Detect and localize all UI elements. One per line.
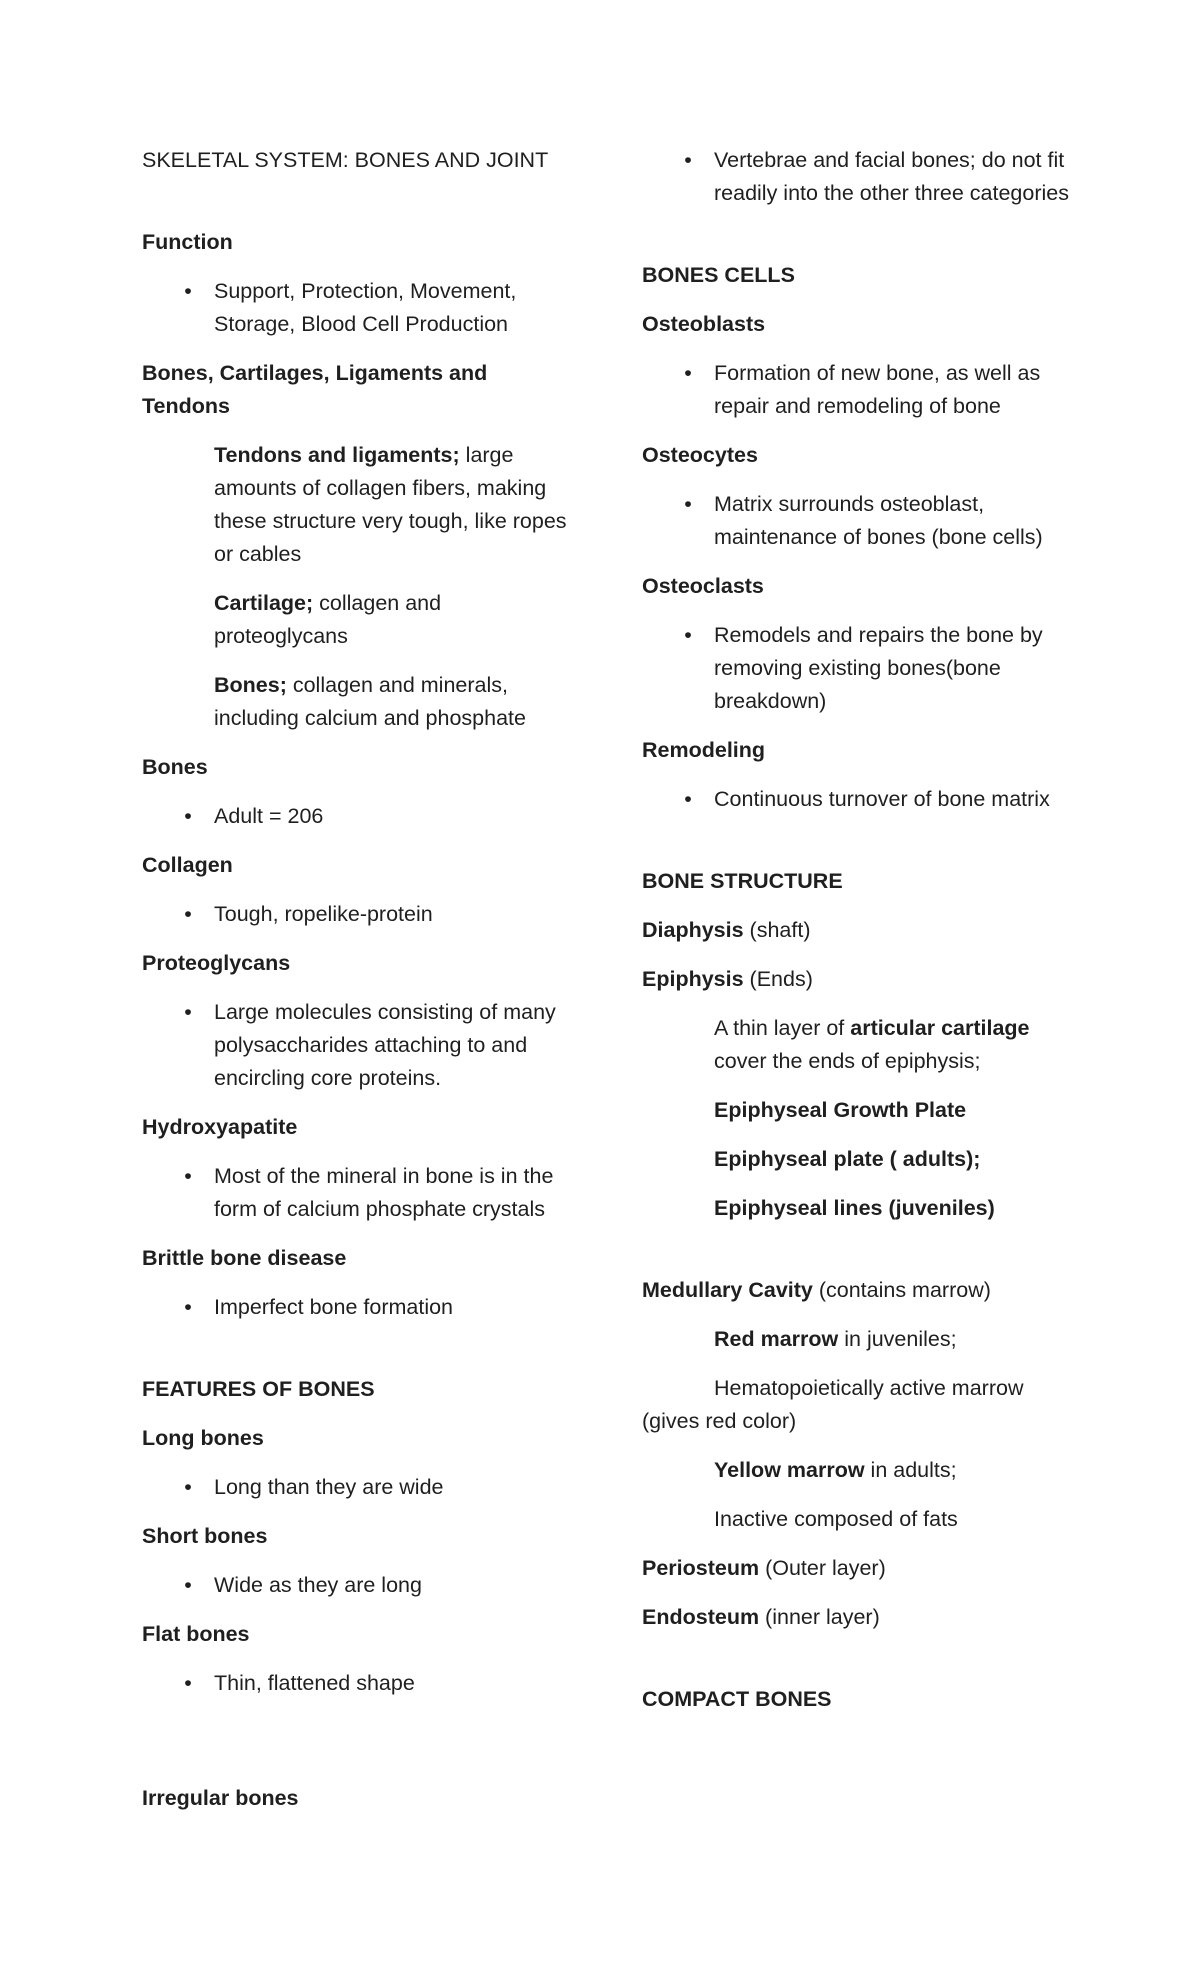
list-item-text: Long than they are wide: [214, 1475, 444, 1499]
tendons-label: Tendons and ligaments;: [214, 443, 460, 467]
list-item: [642, 488, 1072, 554]
diaphysis-text: (shaft): [743, 918, 811, 942]
endosteum-paragraph: [642, 1601, 1072, 1634]
lines-juveniles-line: Epiphyseal lines (juveniles): [714, 1196, 995, 1220]
features-heading: FEATURES OF BONES: [142, 1377, 375, 1401]
bone-structure-heading: BONE STRUCTURE: [642, 869, 843, 893]
bullet-icon: •: [684, 623, 692, 647]
list-item-text: Adult = 206: [214, 804, 324, 828]
bullet-icon: •: [684, 148, 692, 172]
brittle-heading: Brittle bone disease: [142, 1246, 347, 1270]
left-column: [142, 144, 572, 1831]
list-item-text: Large molecules consisting of many polysaccharides attaching to and encircling core proteins.: [214, 1000, 556, 1090]
cartilage-paragraph: [142, 587, 572, 653]
red-marrow-paragraph: [642, 1323, 1072, 1356]
inactive-paragraph: Inactive composed of fats: [714, 1507, 958, 1531]
list-item: [142, 1471, 572, 1504]
endosteum-label: Endosteum: [642, 1605, 760, 1629]
osteoblasts-heading: Osteoblasts: [642, 312, 766, 336]
short-bones-heading: Short bones: [142, 1524, 268, 1548]
cartilage-text: collagen and proteoglycans: [214, 591, 442, 648]
list-item-text: Tough, ropelike-protein: [214, 902, 433, 926]
periosteum-label: Periosteum: [642, 1556, 760, 1580]
bullet-icon: •: [684, 492, 692, 516]
list-item-text: Most of the mineral in bone is in the form of calcium phosphate crystals: [214, 1164, 554, 1221]
list-item: [142, 275, 572, 341]
diaphysis-paragraph: [642, 914, 1072, 947]
articular-label: articular cartilage: [850, 1016, 1030, 1040]
tendons-text: large amounts of collagen fibers, making these structure very tough, like ropes or cables: [214, 443, 567, 566]
list-item-text: Support, Protection, Movement, Storage, Blood Cell Production: [214, 279, 517, 336]
flat-bones-heading: Flat bones: [142, 1622, 250, 1646]
list-item: [142, 996, 572, 1095]
list-item: [642, 144, 1072, 210]
document-title: SKELETAL SYSTEM: BONES AND JOINT: [142, 148, 549, 172]
bones-paragraph: [142, 669, 572, 735]
list-item: [142, 898, 572, 931]
epiphysis-label: Epiphysis: [642, 967, 744, 991]
hematopoietic-paragraph: Hematopoietically active marrow (gives red color): [642, 1376, 1024, 1433]
proteoglycans-heading: Proteoglycans: [142, 951, 291, 975]
list-item-text: Thin, flattened shape: [214, 1671, 415, 1695]
plate-adults-line: Epiphyseal plate ( adults);: [714, 1147, 981, 1171]
bullet-icon: •: [184, 1295, 192, 1319]
bullet-icon: •: [184, 1475, 192, 1499]
list-item-text: Imperfect bone formation: [214, 1295, 454, 1319]
medullary-text: (contains marrow): [812, 1278, 991, 1302]
bullet-icon: •: [684, 787, 692, 811]
collagen-heading: Collagen: [142, 853, 233, 877]
diaphysis-label: Diaphysis: [642, 918, 744, 942]
bullet-icon: •: [184, 804, 192, 828]
list-item-text: Remodels and repairs the bone by removing existing bones(bone breakdown): [714, 623, 1043, 713]
list-item: [642, 783, 1072, 816]
list-item-text: Continuous turnover of bone matrix: [714, 787, 1050, 811]
list-item: [642, 619, 1072, 718]
cartilage-label: Cartilage;: [214, 591, 314, 615]
bullet-icon: •: [184, 279, 192, 303]
endosteum-text: (inner layer): [759, 1605, 880, 1629]
yellow-marrow-text: in adults;: [864, 1458, 957, 1482]
remodeling-heading: Remodeling: [642, 738, 766, 762]
list-item: [142, 800, 572, 833]
list-item-text: Wide as they are long: [214, 1573, 422, 1597]
function-heading: Function: [142, 230, 233, 254]
periosteum-text: (Outer layer): [759, 1556, 886, 1580]
articular-post: cover the ends of epiphysis;: [714, 1049, 981, 1073]
bone-cells-heading: BONES CELLS: [642, 263, 795, 287]
compact-bones-heading: COMPACT BONES: [642, 1687, 832, 1711]
bullet-icon: •: [184, 1164, 192, 1188]
medullary-paragraph: [642, 1274, 1072, 1307]
bullet-icon: •: [184, 1671, 192, 1695]
periosteum-paragraph: [642, 1552, 1072, 1585]
right-column: [642, 144, 1072, 1732]
growth-plate-line: Epiphyseal Growth Plate: [714, 1098, 967, 1122]
irregular-bones-heading: Irregular bones: [142, 1786, 299, 1810]
osteoclasts-heading: Osteoclasts: [642, 574, 764, 598]
bullet-icon: •: [184, 1000, 192, 1024]
list-item: [142, 1160, 572, 1226]
list-item: [142, 1291, 572, 1324]
list-item-text: Vertebrae and facial bones; do not fit readily into the other three categories: [714, 148, 1069, 205]
articular-paragraph: [642, 1012, 1072, 1078]
bones-text: collagen and minerals, including calcium and phosphate: [214, 673, 526, 730]
red-marrow-label: Red marrow: [714, 1327, 839, 1351]
list-item: [142, 1667, 572, 1700]
list-item-text: Matrix surrounds osteoblast, maintenance of bones (bone cells): [714, 492, 1043, 549]
yellow-marrow-paragraph: [642, 1454, 1072, 1487]
tendons-paragraph: [142, 439, 572, 571]
yellow-marrow-label: Yellow marrow: [714, 1458, 865, 1482]
red-marrow-text: in juveniles;: [838, 1327, 957, 1351]
list-item: [642, 357, 1072, 423]
bullet-icon: •: [184, 902, 192, 926]
osteocytes-heading: Osteocytes: [642, 443, 758, 467]
list-item-text: Formation of new bone, as well as repair and remodeling of bone: [714, 361, 1041, 418]
bullet-icon: •: [684, 361, 692, 385]
epiphysis-text: (Ends): [743, 967, 813, 991]
bones-heading: Bones: [142, 755, 208, 779]
articular-pre: A thin layer of: [714, 1016, 851, 1040]
hydroxyapatite-heading: Hydroxyapatite: [142, 1115, 298, 1139]
long-bones-heading: Long bones: [142, 1426, 264, 1450]
bullet-icon: •: [184, 1573, 192, 1597]
bones-label: Bones;: [214, 673, 287, 697]
medullary-label: Medullary Cavity: [642, 1278, 813, 1302]
epiphysis-paragraph: [642, 963, 1072, 996]
bclt-heading: Bones, Cartilages, Ligaments and Tendons: [142, 361, 488, 418]
list-item: [142, 1569, 572, 1602]
